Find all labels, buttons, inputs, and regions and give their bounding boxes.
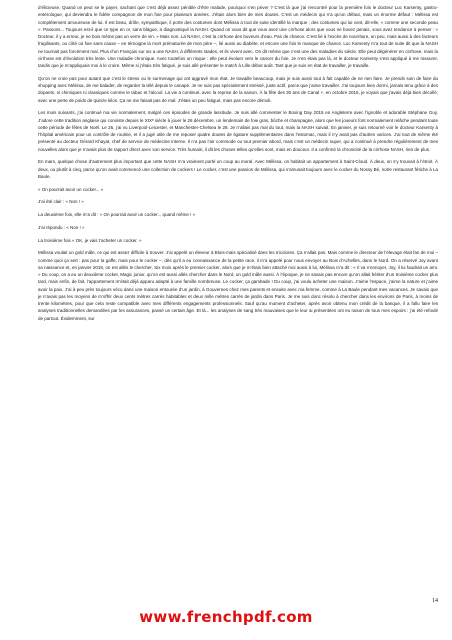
dialogue-line: « On pourrait avoir un cocker... » (38, 186, 104, 192)
page-number: 14 (432, 598, 438, 604)
paragraph: d’élicieuse. Quand on peut se le payer, sachant que c’est déjà assez pénible d’être malade, pourquoi s’en priver ? C’est là que j’ai rencontré pour la première fois le docteur Luc Karsenty, gastro-entérologue, qui deviendra le fidèle compagnon de mon foie pour plusieurs années. J’étais alors bien de mes doutes. C’est un médecin qui n’a qu’un défaut, mais un énorme défaut : Mélissa est complètement amoureuse de lui. Il est beau, drôle, sympathique, il porte des costumes dont Mélissa a tout de suite identifié la marque ; des costumes qui lui vont, dit-elle, « comme une seconde peau ». Passons... Toujours est-il que ce type en or, sans blague, a diagnostiqué la NASH. Quand on vous dit que vous avez une cirrhose alors que vous ne buvez jamais, vous avez tendance à penser : « Docteur, il y a erreur, je ne bois même pas un verre de vin. » Mais non. La NASH, c’est la cirrhose des buveurs d’eau. Pas de chance. C’est lié à l’excès de nourriture, un peu, mais aussi à des facteurs fragilisants, ou côté où foie sans cause – en témoigne la mort prématurée de mon père –, lié aussi au diabète, et encore une fois le manque de chance. Luc Karsenty m’a tout de suite dit que la NASH ne tournait pas forcément mal. Plus d’un Français sur six a une NASH, à différents stades, et ils vivent avec. On dit même que c’est une des maladies du siècle. Elle peut dégénérer en cirrhose, mais la cirrhose est d’évolution très lente. Une maladie chronique. Avec toutefois un risque : elle peut évoluer vers le cancer du foie. Je n’en étais pas là, et le docteur Karsenty s’est appliqué à me rassurer, tandis que je m’appliquais moi à le croire. Même si j’étais très fatigué, je suis allé présenter le match à Lille début août. Tant que je suis en état de travailler, je travaille. (38, 5, 438, 68)
dialogue-line: J’ai été clair : « Non ! » (38, 199, 84, 205)
paragraph: Qu’on ne croie pas pour autant que c’est le stress ou le surmenage qui ont aggravé mon état. Je travaille beaucoup, mais je suis aussi tout à fait capable de ne rien faire. Je prends soin de faire du shopping avec Mélissa, de me balader, de regarder la télé depuis le canapé. Je ne suis pas spécialement stressé, juste actif, parce que j’aime travailler. J’ai toujours bien dormi, jamais tenu grâce à des dopants, ni chimiques ni classiques comme le tabac et l’alcool. La vie a continué, avec la reprise de la saison. À la fête des 30 ans de Canal +, en octobre 2015, je voyais que j’avais déjà bien décollé, avec une perte de poids de quinze kilos. Ça ne me faisait pas de mal. J’étais un peu fatigué, mais pas encore démoli. (38, 75, 438, 103)
body-text (38, 4, 438, 327)
dialogue-line: J’ai répondu : « Non ! » (38, 224, 85, 230)
dialogue-line: La troisième fois « OK, je vais t’acheter un cocker. » (38, 237, 142, 243)
paragraph: Mélissa voulait un gold mâle, ce qui est assez difficile à trouver. J’ai appelé un éleveur à Blois-mais spécialisé dans les tricolores. Ça n’allait pas. Mais comme le directeur de l’élevage était fan de moi – comme quoi ça sert : pas pour la gaffe, mais pour le cocker –, dès qu’il a eu connaissance de la petite race, il m’a appelé pour nous envoyer au Bois d’Achelles, dans le Nord. On a réservé Joy avant sa naissance et, en janvier 2015, on est allés le chercher. Six mois après le premier cocker, alors que je m’étais bien attaché moi aussi à lui, Mélissa m’a dit : « Il va s’ennuyer, Joy, il lui faudrait un ami. » Du coup, on a eu un deuxième cocker, Magic junior, qu’on est aussi allés chercher dans le Nord, un gold mâle aussi. À l’époque, je ne savais pas encore qu’on allait hériter d’un troisième cocker plus tard, mais enfin, de fait, l’appartement m’était déjà apparu adapté à une famille nombreuse. Le cocker, ça gambade ! Du coup, j’ai voulu acheter une maison. J’aime l’espace, j’aime la nature et j’aime avoir la paix. J’ai à peu près toujours vécu dans une maison entourée d’un jardin, à Gouvernes chez mes parents et ensuite avec ma femme, comme à La Baule pendant mes vacances. Je savais que je n’avais pas les moyens de m’offrir deux cents mètres carrés habitables et deux mille mètres carrés de jardin dans Paris. Je me suis donc résolu à chercher dans les environs de Paris, à moins de trente kilomètres, pour que cela reste compatible avec mes différents engagements professionnels. Sauf qu’au moment d’acheter, après avoir obtenu mon crédit de la banque, il a fallu faire les analyses traditionnelles demandées par les assurances, passé un certain âge. Et là... les analyses de sang très mauvaises que le leur ai présentées ont eu raison de tous mes espoirs : j’ai été refoulé de partout. Évidemment, sur (38, 250, 438, 321)
dialogue-line: La deuxième fois, elle m’a dit : « On pourrait avoir un cocker... quand même ! » (38, 212, 196, 217)
paragraph: En mars, quelque chose d’autrement plus important que cette NASH m’a vraiment porté un coup au moral. Avec Mélissa, on habitait un appartement à Saint-Cloud. À deux, on s’y trouvait à l’étroit. À deux, ou plutôt à cinq, parce qu’on avait commencé une collection de cockers ! Le cocker, c’est une passion de Mélissa, qui s’amusait toujours avec le cocker du Nossy Bé, notre restaurant fétiche à La Baule. (38, 159, 438, 179)
watermark-link[interactable]: www.frenchpdf.com (139, 608, 313, 626)
paragraph: Les mois suivants, j’ai continué ma vie normalement, malgré ces épisodes de grande lassitude. Je suis allé commenter le Boxing Day 2015 en Angleterre avec l’ignoble et adorable Stéphane Guy. J’adore cette tradition anglaise qui consiste depuis le XIXᵉ siècle à jouer le 26 décembre, un lendemain de foie gras, bûche et champagne, alors que les joueurs font normalement relâche pendant toute cette période de fêtes de Noël. Le 26, j’ai vu Liverpool-Leicester, et Manchester-Chelsea le 28. Je n’allais pas mal du tout, mais la NASH suivait. En janvier, je suis retourné voir le docteur Karsenty à l’hôpital américain pour un contrôle de routine, et il a jugé utile de me reposer quatre doutes de ligature supplémentaires dans l’estomac, mais il n’y avait pas d’autres varices. J’ai tout de même été présenté au docteur Gérard Khayat, chef de service de médecine interne. Il n’a pas l’air commode ou tout premier abord, mais c’est un médecin super, qui a continué à prendre régulièrement de mes nouvelles alors que je n’avais plus de rapport direct avec son service. Très humain, il dit les choses telles qu’elles sont, mais en douceur. Il a confirmé la chronicité de la cirrhose NASH, rien de plus. (38, 110, 438, 152)
